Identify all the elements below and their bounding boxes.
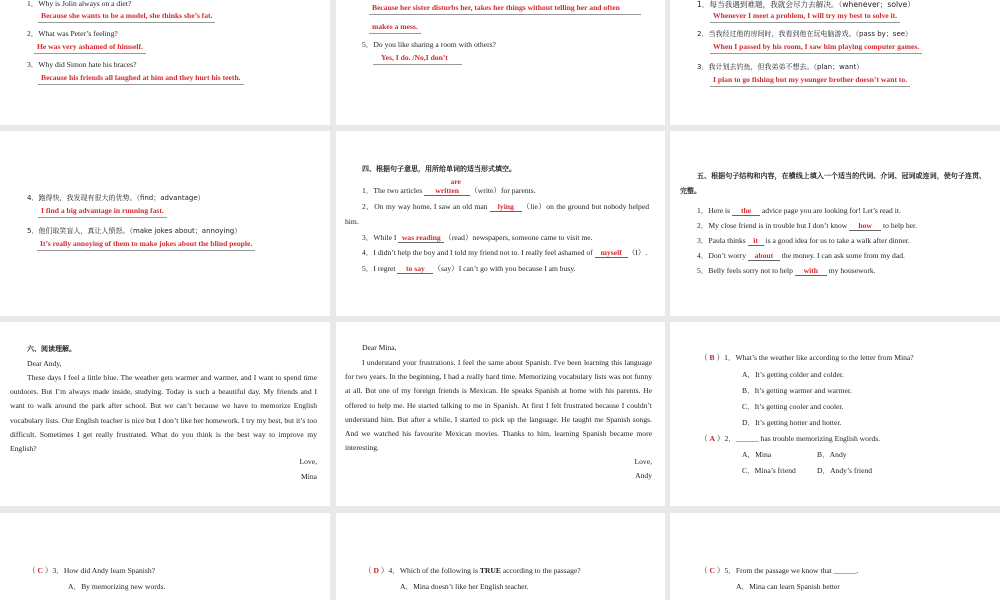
question-5: （ C ）5．From the passage we know that ______. <box>700 566 859 575</box>
item-text: （write）for parents. <box>470 186 536 195</box>
item-text: 5．Belly feels sorry not to help <box>697 266 795 275</box>
question-1: （ B ）1．What’s the weather like according to the letter from Mina? <box>700 353 914 362</box>
question-3: 3．我计划去钓鱼，但我弟弟不想去。（plan；want） <box>697 63 864 71</box>
question-2: 2．What was Peter’s feeling? <box>27 29 118 38</box>
answer-4-line-2: makes a mess. <box>369 22 421 34</box>
item-text: 3．While I <box>362 232 399 242</box>
question-5: 5．他们取笑盲人，真让人愤怒。（make jokes about；annoying） <box>27 227 242 235</box>
answer-4: I find a big advantage in running fast. <box>38 206 167 218</box>
question-text: according to the passage? <box>500 566 581 575</box>
letter-closing: Love, <box>299 457 317 466</box>
item-3 <box>345 230 649 246</box>
letter-body: I understand your frustrations. I feel the same about Spanish. I've been learning this language for two years. In the beginning, I had a really hard time. Memorizing vocabulary lists was not funny at all. But one of my foreign friends is Mexican. He speaks Spanish at home with his parents. He offered to help me. He started talking to me in Spanish. At first I felt frustrated because I couldn’t understand him. But after a while, I started to pick up the language. He taught me Spanish songs. And we watched his favourite Mexican movies. Thanks to him, learning Spanish became more interesting. <box>345 358 652 453</box>
option-b: B．Andy <box>817 450 847 459</box>
item-text: 1．The two articles <box>362 186 425 195</box>
question-4: 4．跑得快，我发现有很大的优势。（find；advantage） <box>27 194 205 202</box>
item-4 <box>345 245 649 261</box>
question-text: 5．From the passage we know that ______. <box>724 566 859 575</box>
fill-in-items <box>697 203 917 278</box>
section-title: 五、根据句子结构和内容，在横线上填入一个适当的代词、介词、冠词或连词，使句子连贯、完整。 <box>680 172 986 195</box>
letter-closing: Love, <box>634 457 652 466</box>
answer-4-line-1: Because her sister disturbs her, takes her things without telling her and often <box>369 3 641 15</box>
answer-2: He was very ashamed of himself. <box>34 42 146 54</box>
slide-thumbnail-7[interactable] <box>0 322 330 506</box>
question-2: 2．当我经过他的房间时，我看到他在玩电脑游戏。（pass by；see） <box>697 30 913 38</box>
answer-blank: with <box>795 266 827 276</box>
item-2 <box>345 199 649 230</box>
answer-blank: are written <box>424 177 470 196</box>
item-4 <box>697 248 917 263</box>
answer-2: When I passed by his room, I saw him playing computer games. <box>710 42 922 54</box>
item-text: （lie）on the ground but nobody helped him. <box>345 201 649 227</box>
slide-thumbnail-8[interactable] <box>336 322 665 506</box>
slide-thumbnail-6[interactable] <box>670 131 1000 316</box>
item-1 <box>697 203 917 218</box>
question-1: 1．每当我遇到难题，我就会尽力去解决。（whenever；solve） <box>697 0 915 9</box>
item-text: （say）I can’t go with you because I am busy. <box>433 263 576 273</box>
item-2 <box>697 218 917 233</box>
item-text: advice page you are looking for! Let’s read it. <box>760 206 901 215</box>
item-text: 4．Don’t worry <box>697 251 748 260</box>
item-text: 2．My close friend is in trouble but I don’t know <box>697 221 850 230</box>
question-4: （ D ）4．Which of the following is TRUE according to the passage? <box>364 566 581 575</box>
answer-blank: to say <box>397 264 433 274</box>
slide-thumbnail-11[interactable] <box>336 513 665 600</box>
slide-thumbnail-9[interactable] <box>670 322 1000 506</box>
slide-thumbnail-2[interactable] <box>336 0 665 125</box>
item-3 <box>697 233 917 248</box>
letter-body: These days I feel a little blue. The weather gets warmer and warmer, and I want to spend time outdoors. But I’m always made inside, studying. Today is such a beautiful day. My friends and I want to walk around the park after school. But we can’t because we have to memorize English vocabulary lists. Our English teacher is nice but I don’t like her homework. I try my best, but it’s too difficult. Sometimes I get really frustrated. What do you think is the best way to improve my English? <box>10 373 317 454</box>
slide-thumbnail-10[interactable] <box>0 513 330 600</box>
letter-signature: Mina <box>300 472 317 481</box>
item-text: 5．I regret <box>362 263 398 273</box>
question-text: 4．Which of the following is <box>388 566 480 575</box>
option-d: D．Andy’s friend <box>817 466 873 475</box>
slide-thumbnail-1[interactable] <box>0 0 330 125</box>
answer-letter: A <box>709 434 715 443</box>
option-d: D．It’s getting hotter and hotter. <box>742 418 842 427</box>
question-3: 3．Why did Simon hate his braces? <box>27 60 137 69</box>
answer-blank: myself <box>595 248 628 258</box>
item-text: （I）. <box>627 248 648 258</box>
answer-letter: B <box>709 353 715 362</box>
question-5: 5．Do you like sharing a room with others? <box>362 40 496 49</box>
item-text: 3．Paula thinks <box>697 236 748 245</box>
answer-letter: D <box>373 566 379 575</box>
answer-blank: the <box>732 206 760 216</box>
section-title: 四、根据句子意思，用所给单词的适当形式填空。 <box>362 165 516 173</box>
answer-blank: about <box>748 251 780 261</box>
slide-thumbnail-5[interactable] <box>336 131 665 316</box>
letter-greeting: Dear Andy, <box>27 359 62 368</box>
slide-thumbnail-12[interactable] <box>670 513 1000 600</box>
answer-blank: was reading <box>398 233 444 243</box>
option-a: A．Mina can learn Spanish better <box>736 582 840 591</box>
answer-3: Because his friends all laughed at him and they hurt his teeth. <box>38 73 244 85</box>
answer-letter: C <box>37 566 43 575</box>
item-text: to help her. <box>881 221 917 230</box>
item-text: （read）newspapers, someone came to visit me. <box>444 232 593 242</box>
answer-5: Yes, I do. /No,I don’t <box>373 53 462 65</box>
answer-1: Whenever I meet a problem, I will try my best to solve it. <box>710 11 900 23</box>
answer-5: It’s really annoying of them to make jokes about the blind people. <box>37 239 255 251</box>
question-2: （ A ）2．______ has trouble memorizing English words. <box>700 434 881 443</box>
option-a: A．It’s getting colder and colder. <box>742 370 844 379</box>
item-text: my housework. <box>826 266 876 275</box>
letter-signature: Andy <box>635 471 652 480</box>
option-a: A．Mina <box>742 450 772 459</box>
question-3: （ C ）3．How did Andy learn Spanish? <box>28 566 155 575</box>
answer-blank: lying <box>490 202 522 212</box>
item-text: 4．I didn’t help the boy and I told my friend not to. I really feel ashamed of <box>362 248 595 258</box>
answer-blank: how <box>849 221 881 231</box>
option-a: A．By memorizing new words. <box>68 582 166 591</box>
question-text: 2．______ has trouble memorizing English words. <box>724 434 881 443</box>
fill-in-items <box>345 177 649 277</box>
item-1 <box>345 177 649 199</box>
slide-thumbnail-3[interactable] <box>670 0 1000 125</box>
answer-3: I plan to go fishing but my younger brother doesn’t want to. <box>710 75 910 87</box>
emphasis-text: TRUE <box>479 566 501 575</box>
item-5 <box>345 261 649 277</box>
question-text: 1．What’s the weather like according to the letter from Mina? <box>724 353 914 362</box>
question-text: 3．How did Andy learn Spanish? <box>52 566 155 575</box>
item-5 <box>697 263 917 278</box>
answer-blank: it <box>748 236 764 246</box>
letter-greeting: Dear Mina, <box>362 343 397 352</box>
answer-1: Because she wants to be a model, she thinks she’s fat. <box>38 11 215 23</box>
option-a: A．Mina doesn’t like her English teacher. <box>400 582 529 591</box>
item-text: is a good idea for us to take a walk after dinner. <box>763 236 910 245</box>
question-1: 1．Why is Jolin always on a diet? <box>27 0 132 8</box>
item-text: 1．Here is <box>697 206 733 215</box>
slide-thumbnail-4[interactable] <box>0 131 330 316</box>
option-b: B．It’s getting warmer and warmer. <box>742 386 852 395</box>
option-c: C．It’s getting cooler and cooler. <box>742 402 844 411</box>
item-text: 2．On my way home, I saw an old man <box>362 201 490 211</box>
section-title: 六、阅读理解。 <box>27 345 76 353</box>
answer-letter: C <box>709 566 715 575</box>
item-text: the money. I can ask some from my dad. <box>779 251 905 260</box>
option-c: C．Mina’s friend <box>742 466 796 475</box>
